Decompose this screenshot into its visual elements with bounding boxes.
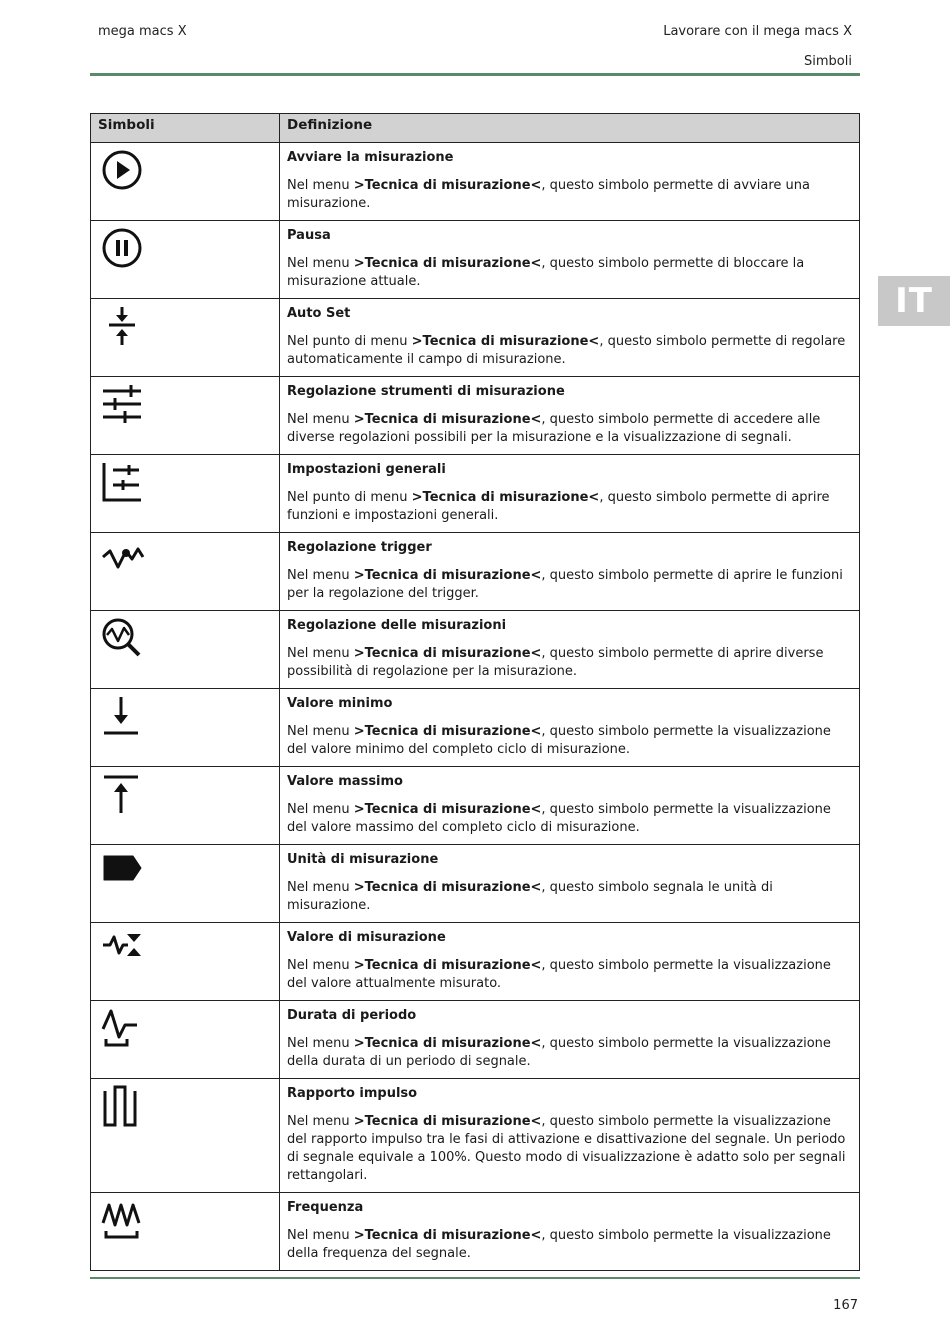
header-section <box>663 17 852 77</box>
symbol-description: Nel menu >Tecnica di misurazione<, questo simbolo permette la visualizzazione del valore massimo del completo ciclo di misurazione. <box>287 802 831 835</box>
table-row <box>91 299 860 377</box>
symbol-title: Pausa <box>287 228 331 243</box>
symbol-title: Avviare la misurazione <box>287 150 454 165</box>
symbol-description: Nel menu >Tecnica di misurazione<, questo simbolo permette di avviare una misurazione. <box>287 178 810 211</box>
symbol-cell <box>91 1079 280 1193</box>
header-chapter-title: Lavorare con il mega macs X <box>663 24 852 39</box>
max-value-icon <box>101 773 279 815</box>
symbol-description: Nel menu >Tecnica di misurazione<, questo simbolo permette la visualizzazione del valore minimo del completo ciclo di misurazione. <box>287 724 831 757</box>
table-header-row <box>91 114 860 143</box>
definition-cell <box>280 1193 860 1271</box>
column-header-definition: Definizione <box>280 114 860 143</box>
language-tab: IT <box>878 276 950 326</box>
definition-cell <box>280 1001 860 1079</box>
symbol-title: Regolazione trigger <box>287 540 432 555</box>
definition-cell <box>280 923 860 1001</box>
symbol-cell <box>91 143 280 221</box>
measurement-zoom-icon <box>101 617 279 659</box>
symbol-cell <box>91 455 280 533</box>
table-row <box>91 767 860 845</box>
definition-cell <box>280 767 860 845</box>
symbol-description: Nel menu >Tecnica di misurazione<, questo simbolo segnala le unità di misurazione. <box>287 880 773 913</box>
symbol-title: Unità di misurazione <box>287 852 439 867</box>
symbol-description: Nel menu >Tecnica di misurazione<, questo simbolo permette di aprire le funzioni per la regolazione del trigger. <box>287 568 843 601</box>
table-row <box>91 1193 860 1271</box>
symbol-cell <box>91 923 280 1001</box>
symbol-description: Nel menu >Tecnica di misurazione<, questo simbolo permette di bloccare la misurazione attuale. <box>287 256 805 289</box>
column-header-symbols: Simboli <box>91 114 280 143</box>
symbol-cell <box>91 1193 280 1271</box>
symbol-description: Nel menu >Tecnica di misurazione<, questo simbolo permette la visualizzazione del valore attualmente misurato. <box>287 958 831 991</box>
symbol-title: Regolazione delle misurazioni <box>287 618 507 633</box>
definition-cell <box>280 1079 860 1193</box>
symbol-title: Valore minimo <box>287 696 393 711</box>
symbol-description: Nel menu >Tecnica di misurazione<, questo simbolo permette la visualizzazione della durata di un periodo di segnale. <box>287 1036 831 1069</box>
table-row <box>91 1001 860 1079</box>
symbol-title: Valore massimo <box>287 774 403 789</box>
symbol-title: Durata di periodo <box>287 1008 417 1023</box>
table-row <box>91 611 860 689</box>
play-circle-icon <box>101 149 279 191</box>
header-rule <box>90 73 860 76</box>
symbol-title: Frequenza <box>287 1200 364 1215</box>
symbol-description: Nel menu >Tecnica di misurazione<, questo simbolo permette di accedere alle diverse regolazioni possibili per la misurazione e la visualizzazione di segnali. <box>287 412 821 445</box>
symbol-cell <box>91 611 280 689</box>
symbol-description: Nel menu >Tecnica di misurazione<, questo simbolo permette la visualizzazione del rapporto impulso tra le fasi di attivazione e disattivazione del segnale. Un periodo di segnale equivale a 100%. Questo modo di visualizzazione è adatto solo per segnali rettangolari. <box>287 1114 846 1183</box>
symbol-description: Nel menu >Tecnica di misurazione<, questo simbolo permette di aprire diverse possibilità di regolazione per la misurazione. <box>287 646 824 679</box>
symbol-cell <box>91 689 280 767</box>
frequency-icon <box>101 1199 279 1243</box>
symbol-cell <box>91 299 280 377</box>
definition-cell <box>280 377 860 455</box>
trigger-icon <box>101 539 279 581</box>
symbol-cell <box>91 533 280 611</box>
unit-tag-icon <box>101 851 279 893</box>
table-row <box>91 533 860 611</box>
table-row <box>91 377 860 455</box>
definition-cell <box>280 299 860 377</box>
symbol-cell <box>91 377 280 455</box>
symbol-cell <box>91 221 280 299</box>
period-duration-icon <box>101 1007 279 1051</box>
symbol-title: Rapporto impulso <box>287 1086 418 1101</box>
header-product-name: mega macs X <box>98 24 187 39</box>
table-row <box>91 689 860 767</box>
min-value-icon <box>101 695 279 737</box>
table-row <box>91 1079 860 1193</box>
header-section-title: Simboli <box>804 54 852 69</box>
symbol-cell <box>91 767 280 845</box>
table-row <box>91 143 860 221</box>
definition-cell <box>280 845 860 923</box>
symbol-title: Auto Set <box>287 306 351 321</box>
symbols-table <box>90 113 860 1271</box>
pulse-ratio-icon <box>101 1085 279 1129</box>
general-settings-icon <box>101 461 279 503</box>
footer-rule <box>90 1277 860 1279</box>
pause-circle-icon <box>101 227 279 269</box>
measured-value-icon <box>101 929 279 971</box>
symbol-title: Regolazione strumenti di misurazione <box>287 384 565 399</box>
definition-cell <box>280 455 860 533</box>
definition-cell <box>280 533 860 611</box>
sliders-icon <box>101 383 279 425</box>
symbol-cell <box>91 1001 280 1079</box>
table-row <box>91 455 860 533</box>
page-number: 167 <box>833 1298 858 1313</box>
definition-cell <box>280 611 860 689</box>
symbol-description: Nel punto di menu >Tecnica di misurazione<, questo simbolo permette di aprire funzioni e impostazioni generali. <box>287 490 830 523</box>
table-row <box>91 221 860 299</box>
symbol-title: Impostazioni generali <box>287 462 446 477</box>
symbol-description: Nel menu >Tecnica di misurazione<, questo simbolo permette la visualizzazione della frequenza del segnale. <box>287 1228 831 1261</box>
definition-cell <box>280 221 860 299</box>
symbol-title: Valore di misurazione <box>287 930 446 945</box>
definition-cell <box>280 143 860 221</box>
definition-cell <box>280 689 860 767</box>
table-row <box>91 845 860 923</box>
auto-set-icon <box>101 305 279 347</box>
symbol-cell <box>91 845 280 923</box>
symbol-description: Nel punto di menu >Tecnica di misurazione<, questo simbolo permette di regolare automaticamente il campo di misurazione. <box>287 334 846 367</box>
table-row <box>91 923 860 1001</box>
